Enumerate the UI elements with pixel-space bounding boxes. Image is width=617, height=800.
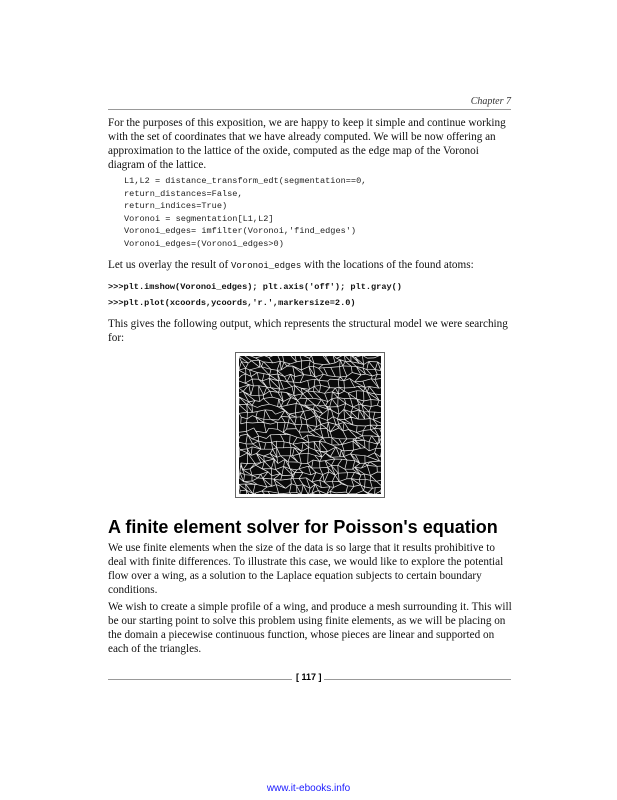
code-block-plot (108, 279, 402, 311)
footer-rule-right (324, 679, 511, 680)
voronoi-figure (235, 352, 385, 498)
footer-rule-left (108, 679, 292, 680)
plot-code-line-1: >>>plt.imshow(Voronoi_edges); plt.axis('off'); plt.gray() (108, 282, 402, 292)
code-line-4: Voronoi = segmentation[L1,L2] (124, 213, 274, 224)
voronoi-edge-image (239, 356, 381, 494)
plot-code-line-2: >>>plt.plot(xcoords,ycoords,'r.',markersize=2.0) (108, 298, 356, 308)
code-line-2: return_distances=False, (124, 188, 243, 199)
page-number: [ 117 ] (296, 672, 322, 682)
paragraph-wing-profile: We wish to create a simple profile of a wing, and produce a mesh surrounding it. This will be our starting point to solve this problem using finite elements, as we will be placing on the domain a piecewise continuous function, whose pieces are linear and supported on each of the triangles. (108, 601, 512, 655)
paragraph-overlay (108, 258, 513, 273)
header-rule (108, 109, 511, 110)
code-line-1: L1,L2 = distance_transform_edt(segmentation==0, (124, 176, 367, 186)
code-block-voronoi (124, 175, 366, 250)
inline-code-voronoi-edges: Voronoi_edges (231, 261, 302, 271)
overlay-text-before: Let us overlay the result of (108, 259, 232, 271)
code-line-6: Voronoi_edges=(Voronoi_edges>0) (124, 238, 284, 249)
code-line-5: Voronoi_edges= imfilter(Voronoi,'find_edges') (124, 226, 357, 236)
source-link[interactable]: www.it-ebooks.info (266, 783, 351, 794)
paragraph-intro: For the purposes of this exposition, we are happy to keep it simple and continue working with the set of coordinates that we have already computed. We will be now offering an approximation to the lattice of the oxide, computed as the edge map of the Voronoi diagram of the lattice. (108, 117, 506, 171)
section-heading: A finite element solver for Poisson's equation (108, 517, 498, 537)
paragraph-output: This gives the following output, which represents the structural model we were searching for: (108, 318, 508, 344)
overlay-text-after: with the locations of the found atoms: (301, 259, 474, 271)
paragraph-finite-elements: We use finite elements when the size of the data is so large that it results prohibitive to deal with finite differences. To illustrate this case, we would like to explore the potential flow over a wing, as a solution to the Laplace equation subjects to certain boundary conditions. (108, 542, 504, 596)
code-line-3: return_indices=True) (124, 201, 228, 211)
chapter-label: Chapter 7 (470, 96, 511, 107)
